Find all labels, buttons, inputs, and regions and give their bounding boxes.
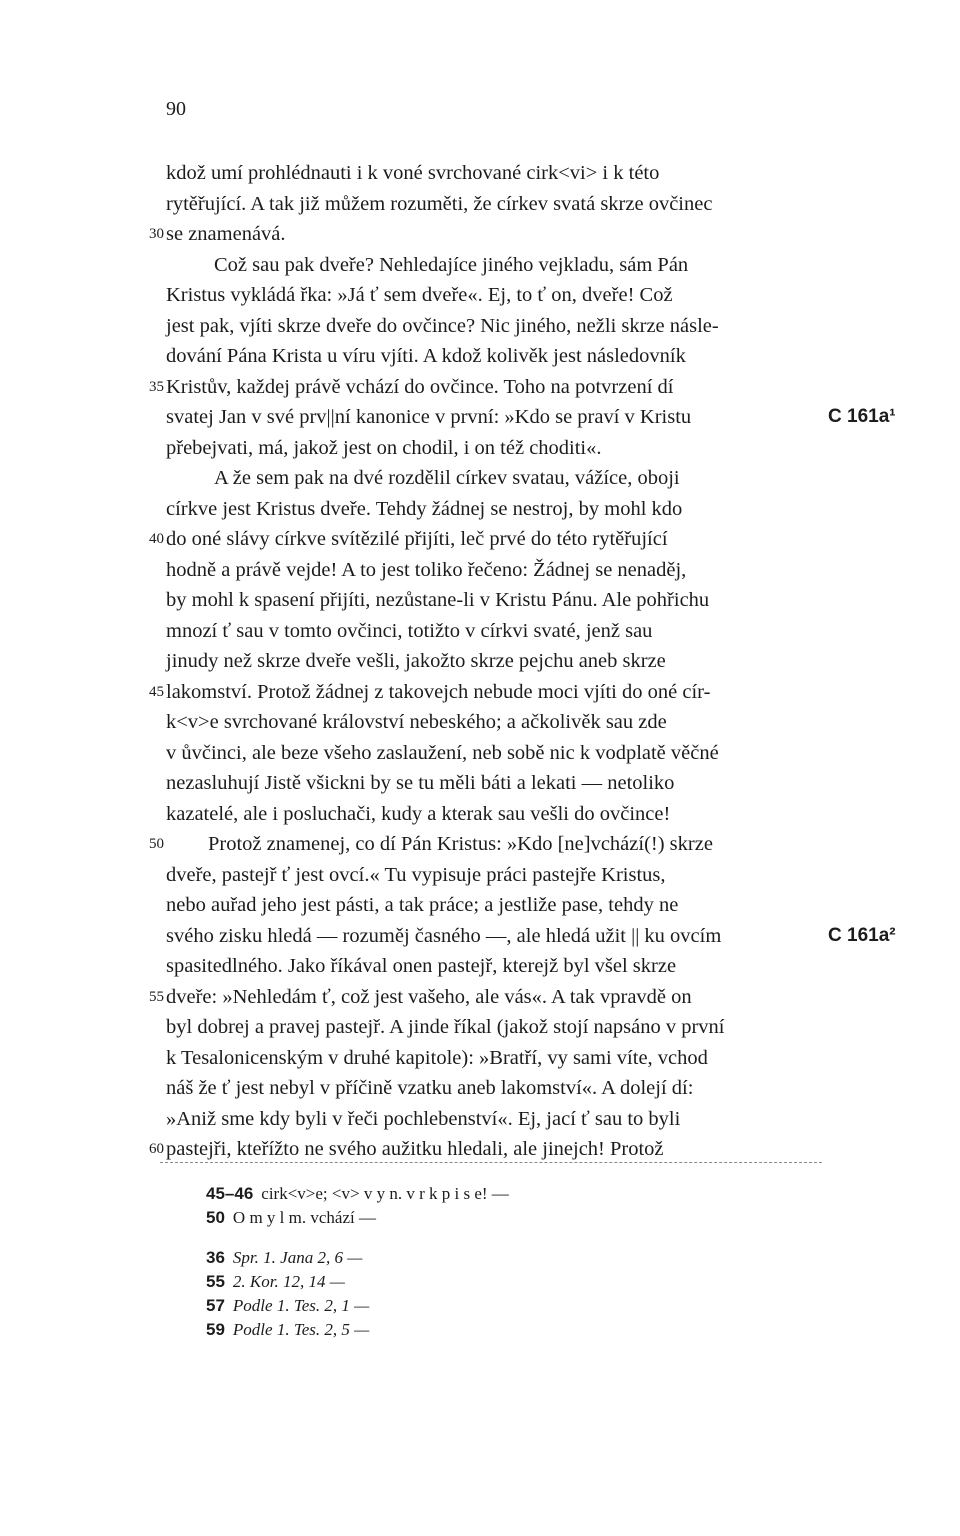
line-number: 60 — [149, 1141, 164, 1157]
text-line: nebo auřad jeho jest pásti, a tak práce; a jestliže pase, tehdy ne — [166, 894, 679, 916]
line-number: 35 — [149, 378, 164, 395]
text-line: kazatelé, ale i posluchači, kudy a kterak sau vešli do ovčince! — [166, 802, 671, 825]
text-line: rytěřující. A tak již můžem rozuměti, že církev svatá skrze ovčinec — [166, 192, 713, 215]
text-line: Kristus vykládá řka: »Já ť sem dveře«. Ej, to ť on, dveře! Což — [166, 284, 673, 306]
text-line: v ůvčinci, ale beze všeho zaslaužení, neb sobě nic k vodplatě věčné — [166, 741, 719, 764]
text-line: k<v>e svrchované království nebeského; a ačkolivěk sau zde — [166, 711, 667, 733]
line-number: 30 — [149, 226, 164, 242]
text-line: Kristův, každej právě vchází do ovčince. Toho na potvrzení dí — [166, 375, 674, 398]
text-line: svého zisku hledá — rozuměj časného —, ale hledá užit || ku ovcím — [166, 924, 722, 947]
margin-folio-reference: C 161a¹ — [828, 406, 896, 427]
text-line: jinudy než skrze dveře vešli, jakožto skrze pejchu aneb skrze — [166, 650, 666, 672]
note-line-ref: 36 — [206, 1248, 225, 1267]
note-text: Podle 1. Tes. 2, 5 — — [232, 1320, 370, 1339]
note-line-ref: 59 — [206, 1320, 225, 1339]
apparatus-note — [206, 1206, 376, 1230]
text-line: jest pak, vjíti skrze dveře do ovčince? Nic jiného, nežli skrze násle- — [166, 314, 719, 337]
text-line: dveře, pastejř ť jest ovcí.« Tu vypisuje práci pastejře Kristus, — [166, 863, 666, 886]
source-note — [206, 1318, 369, 1342]
note-text: Spr. 1. Jana 2, 6 — — [232, 1248, 363, 1267]
text-line: by mohl k spasení přijíti, nezůstane-li v Kristu Pánu. Ale pohřichu — [166, 589, 710, 611]
text-line: A že sem pak na dvé rozdělil církev svatau, vážíce, oboji — [214, 467, 680, 489]
margin-folio-reference: C 161a² — [828, 924, 896, 946]
text-line: »Aniž sme kdy byli v řeči pochlebenství«. Ej, jací ť sau to byli — [166, 1107, 681, 1130]
text-line: dování Pána Krista u víru vjíti. A kdož kolivěk jest následovník — [166, 345, 686, 367]
line-number: 50 — [149, 836, 164, 852]
text-line: Protož znamenej, co dí Pán Kristus: »Kdo [ne]vchází(!) skrze — [208, 833, 713, 855]
note-line-ref: 45–46 — [206, 1184, 254, 1203]
note-line-ref: 50 — [206, 1208, 225, 1227]
note-text: 2. Kor. 12, 14 — — [232, 1272, 345, 1291]
text-line: k Tesalonicenským v druhé kapitole): »Bratří, vy sami víte, vchod — [166, 1046, 708, 1069]
text-line: pastejři, kteřížto ne svého aužitku hledali, ale jinejch! Protož — [166, 1138, 664, 1160]
note-text: O m y l m. vchází — — [232, 1208, 376, 1227]
note-line-ref: 57 — [206, 1296, 225, 1315]
footnote-divider — [160, 1162, 822, 1163]
line-number: 55 — [149, 988, 164, 1005]
text-line: církve jest Kristus dveře. Tehdy žádnej se nestroj, by mohl kdo — [166, 497, 683, 520]
text-line: se znamenává. — [166, 223, 286, 245]
text-line: dveře: »Nehledám ť, což jest vašeho, ale vás«. A tak vpravdě on — [166, 985, 692, 1008]
apparatus-note — [206, 1182, 509, 1206]
text-line: náš že ť jest nebyl v příčině vzatku aneb lakomství«. A dolejí dí: — [166, 1077, 694, 1099]
note-line-ref: 55 — [206, 1272, 225, 1291]
text-line: nezasluhují Jistě všickni by se tu měli báti a lekati — netoliko — [166, 772, 675, 794]
text-line: svatej Jan v své prv||ní kanonice v první: »Kdo se praví v Kristu — [166, 406, 692, 428]
text-line: lakomství. Protož žádnej z takovejch nebude moci vjíti do oné cír- — [166, 680, 711, 703]
text-line: hodně a právě vejde! A to jest toliko řečeno: Žádnej se nenaděj, — [166, 558, 687, 581]
source-note — [206, 1270, 345, 1294]
source-note — [206, 1294, 369, 1318]
text-line: mnozí ť sau v tomto ovčinci, totižto v církvi svaté, jenž sau — [166, 619, 653, 642]
text-line: spasitedlného. Jako říkával onen pastejř, kterejž byl všel skrze — [166, 955, 677, 977]
text-line: do oné slávy církve svítězilé přijíti, leč prvé do této rytěřující — [166, 528, 668, 550]
page-number: 90 — [166, 98, 186, 120]
line-number: 45 — [149, 683, 164, 700]
text-line: Což sau pak dveře? Nehledajíce jiného vejkladu, sám Pán — [214, 253, 689, 276]
text-line: byl dobrej a pravej pastejř. A jinde říkal (jakož stojí napsáno v první — [166, 1016, 725, 1038]
note-text: Podle 1. Tes. 2, 1 — — [232, 1296, 370, 1315]
source-note — [206, 1246, 362, 1270]
line-number: 40 — [149, 531, 164, 547]
note-text: cirk<v>e; <v> v y n. v r k p i s e! — — [261, 1184, 509, 1203]
text-line: kdož umí prohlédnauti i k voné svrchované cirk<vi> i k této — [166, 162, 660, 184]
text-line: přebejvati, má, jakož jest on chodil, i on též choditi«. — [166, 436, 602, 459]
